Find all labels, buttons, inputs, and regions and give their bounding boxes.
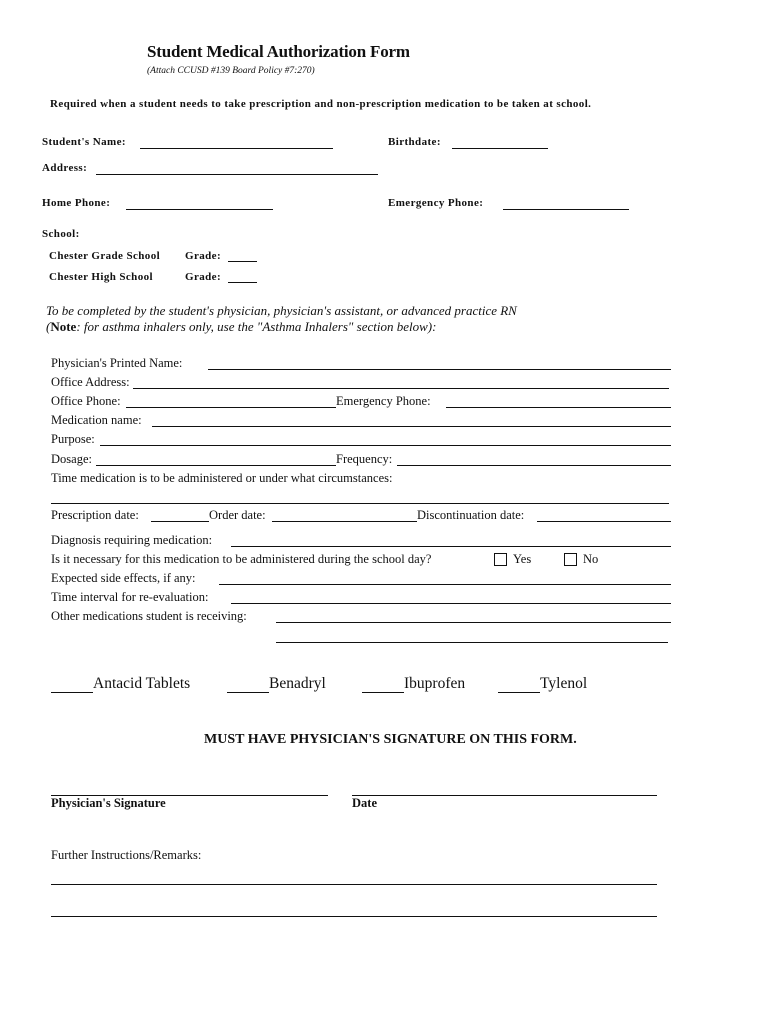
office-phone-label: Office Phone:: [51, 394, 121, 408]
other-meds-field-2[interactable]: [276, 642, 668, 643]
high-school-grade-label: Grade:: [185, 271, 222, 283]
discontinuation-date-label: Discontinuation date:: [417, 508, 525, 522]
antacid-label: Antacid Tablets: [93, 675, 191, 692]
birthdate-field[interactable]: [452, 148, 548, 149]
home-phone-label: Home Phone:: [42, 197, 111, 209]
dosage-label: Dosage:: [51, 452, 92, 466]
benadryl-blank[interactable]: [227, 692, 269, 693]
tylenol-blank[interactable]: [498, 692, 540, 693]
reevaluation-field[interactable]: [231, 603, 671, 604]
high-school-grade-field[interactable]: [228, 282, 257, 283]
student-name-label: Student's Name:: [42, 136, 126, 148]
antacid-blank[interactable]: [51, 692, 93, 693]
instructions-note: (Note: for asthma inhalers only, use the "Asthma Inhalers" section below):: [46, 319, 437, 334]
diagnosis-field[interactable]: [231, 546, 671, 547]
prescription-date-label: Prescription date:: [51, 508, 139, 522]
address-field[interactable]: [96, 174, 378, 175]
office-phone-field[interactable]: [126, 407, 336, 408]
note-bold: Note: [50, 319, 77, 334]
date-label: Date: [352, 796, 377, 810]
purpose-label: Purpose:: [51, 432, 95, 446]
no-label: No: [583, 552, 599, 566]
yes-label: Yes: [513, 552, 532, 566]
further-instructions-line-2[interactable]: [51, 916, 657, 917]
medication-name-field[interactable]: [152, 426, 671, 427]
student-emergency-phone-field[interactable]: [503, 209, 629, 210]
student-name-field[interactable]: [140, 148, 333, 149]
further-instructions-label: Further Instructions/Remarks:: [51, 848, 202, 862]
form-title: Student Medical Authorization Form: [147, 42, 410, 61]
physician-printed-name-label: Physician's Printed Name:: [51, 356, 183, 370]
order-date-label: Order date:: [209, 508, 266, 522]
requirement-note: Required when a student needs to take prescription and non-prescription medication to be taken at school.: [50, 98, 592, 110]
school-grade-school: Chester Grade School: [49, 250, 161, 262]
form-subtitle: (Attach CCUSD #139 Board Policy #7:270): [147, 66, 315, 76]
frequency-label: Frequency:: [336, 452, 393, 466]
school-label: School:: [42, 228, 80, 240]
grade-school-grade-field[interactable]: [228, 261, 257, 262]
student-emergency-phone-label: Emergency Phone:: [388, 197, 484, 209]
physician-emergency-phone-label: Emergency Phone:: [336, 394, 431, 408]
instructions-line: To be completed by the student's physician, physician's assistant, or advanced practice RN: [46, 303, 517, 318]
school-high-school: Chester High School: [49, 271, 153, 283]
time-administered-field[interactable]: [51, 503, 669, 504]
side-effects-label: Expected side effects, if any:: [51, 571, 196, 585]
physician-signature-label: Physician's Signature: [51, 796, 166, 810]
time-administered-label: Time medication is to be administered or under what circumstances:: [51, 471, 393, 485]
side-effects-field[interactable]: [219, 584, 671, 585]
grade-school-grade-label: Grade:: [185, 250, 222, 262]
necessary-question: Is it necessary for this medication to be administered during the school day?: [51, 552, 432, 566]
date-line[interactable]: [352, 795, 657, 796]
yes-checkbox[interactable]: [494, 553, 507, 566]
reevaluation-label: Time interval for re-evaluation:: [51, 590, 209, 604]
birthdate-label: Birthdate:: [388, 136, 441, 148]
diagnosis-label: Diagnosis requiring medication:: [51, 533, 213, 547]
medication-name-label: Medication name:: [51, 413, 142, 427]
benadryl-label: Benadryl: [269, 675, 326, 692]
home-phone-field[interactable]: [126, 209, 273, 210]
ibuprofen-blank[interactable]: [362, 692, 404, 693]
physician-printed-name-field[interactable]: [208, 369, 671, 370]
no-checkbox[interactable]: [564, 553, 577, 566]
prescription-date-field[interactable]: [151, 521, 209, 522]
frequency-field[interactable]: [397, 465, 671, 466]
note-rest: : for asthma inhalers only, use the "Asthma Inhalers" section below):: [76, 319, 437, 334]
order-date-field[interactable]: [272, 521, 417, 522]
other-meds-label: Other medications student is receiving:: [51, 609, 247, 623]
further-instructions-line-1[interactable]: [51, 884, 657, 885]
purpose-field[interactable]: [100, 445, 671, 446]
tylenol-label: Tylenol: [540, 675, 588, 692]
other-meds-field-1[interactable]: [276, 622, 671, 623]
office-address-label: Office Address:: [51, 375, 130, 389]
office-address-field[interactable]: [133, 388, 669, 389]
ibuprofen-label: Ibuprofen: [404, 675, 466, 692]
dosage-field[interactable]: [96, 465, 336, 466]
must-have-signature-notice: MUST HAVE PHYSICIAN'S SIGNATURE ON THIS FORM.: [204, 732, 577, 747]
address-label: Address:: [42, 162, 88, 174]
physician-emergency-phone-field[interactable]: [446, 407, 671, 408]
discontinuation-date-field[interactable]: [537, 521, 671, 522]
